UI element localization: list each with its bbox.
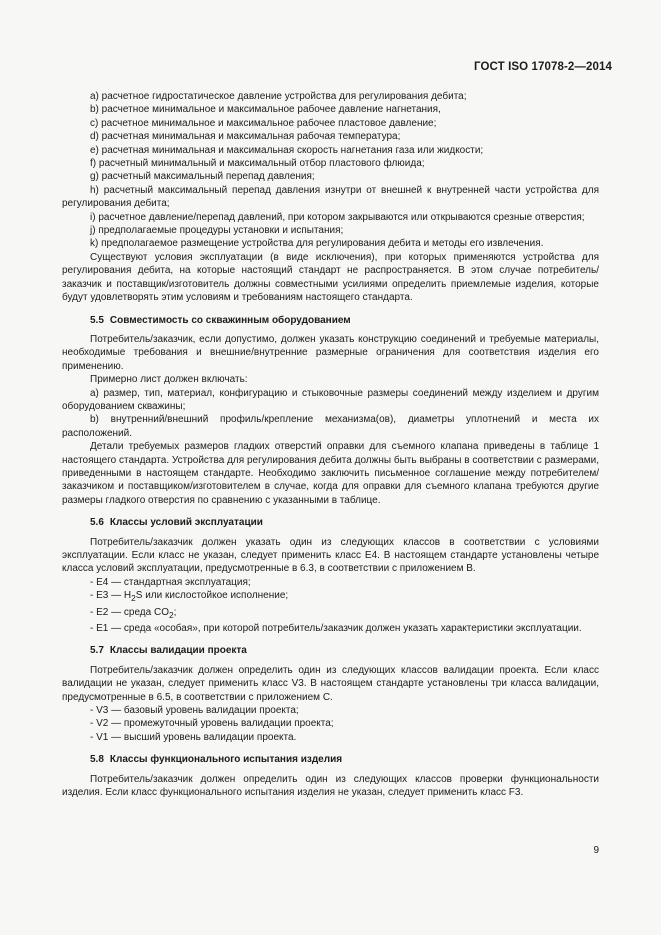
paragraph: Потребитель/заказчик должен указать один из следующих классов в соответствии с условиями эксплуатации. Если класс не указан, следует применить класс E4. В настоящем стандарте установлены четыре класса условий эксплуатации, предусмотренные в 6.3, в соответствии с приложением B. [62,536,599,575]
paragraph: Потребитель/заказчик, если допустимо, должен указать конструкцию соединений и требуемые материалы, необходимые требования и внешние/внутренние размерные ограничения для соответствия изделия его применению. [62,333,599,372]
list-item: - E2 — среда $CO_2$; [90,606,177,620]
section-number: 5.6 [90,517,104,529]
list-item: g) расчетный максимальный перепад давления; [90,171,315,183]
section-title: Совместимость со скважинным оборудованием [109,314,351,326]
page-number: 9 [593,845,599,856]
section-heading-5-6 [90,516,599,529]
list-item: d) расчетная минимальная и максимальная рабочая температура; [90,131,401,143]
list-item: f) расчетный минимальный и максимальный отбор пластового флюида; [90,158,425,170]
list-item: j) предполагаемые процедуры установки и испытания; [90,225,344,237]
section-number: 5.5 [90,314,104,326]
page-content [62,90,599,800]
paragraph: Детали требуемых размеров гладких отверстий оправки для съемного клапана приведены в таблице 1 настоящего стандарта. Устройства для регулирования дебита должны быть выбраны в соответствии с размерами, приведенными в настоящем стандарте. Необходимо заключить письменное соглашение между потребителем/заказчиком и поставщиком/изготовителем в случае, когда для оправки для съемного клапана требуются другие размеры гладкого отверстия по сравнению с указанными в таблице. [62,441,599,506]
section-heading-5-7 [90,644,599,657]
section-number: 5.8 [90,754,104,766]
list-item: - E3 — $H_2S$ или кислостойкое исполнение; [90,590,289,604]
list-item: k) предполагаемое размещение устройства для регулирования дебита и методы его извлечения. [90,238,544,250]
list-item: b) внутренний/внешний профиль/крепление механизма(ов), диаметры уплотнений и места их расположений. [62,414,599,439]
list-item: i) расчетное давление/перепад давлений, при котором закрываются или открываются срезные отверстия; [90,211,585,223]
section-number: 5.7 [90,645,104,657]
section-heading-5-8 [90,753,599,766]
section-heading-5-5 [90,314,599,327]
list-item: b) расчетное минимальное и максимальное рабочее давление нагнетания, [90,104,441,116]
list-item: - E1 — среда «особая», при которой потребитель/заказчик должен указать характеристики эксплуатации. [90,623,582,635]
list-item: h) расчетный максимальный перепад давления изнутри от внешней к внутренней части устройства для регулирования дебита; [62,184,599,210]
list-item: a) размер, тип, материал, конфигурацию и стыковочные размеры соединений между изделием и другим оборудованием скважины; [62,387,599,412]
list-item: a) расчетное гидростатическое давление устройства для регулирования дебита; [90,91,467,102]
paragraph: Потребитель/заказчик должен определить один из следующих классов валидации проекта. Если класс валидации не указан, следует применить класс V3. В настоящем стандарте установлены три класса валидации, предусмотренные в 6.5, в соответствии с приложением C. [62,664,599,703]
requirements-list [62,90,599,251]
list-item: c) расчетное минимальное и максимальное рабочее пластовое давление; [90,117,437,129]
section-title: Классы функционального испытания изделия [109,754,343,766]
list-item: - E4 — стандартная эксплуатация; [90,576,251,588]
list-item: e) расчетная минимальная и максимальная скорость нагнетания газа или жидкости; [90,144,484,156]
standard-code-header: ГОСТ ISO 17078-2—2014 [474,61,612,73]
list-item: - V2 — промежуточный уровень валидации проекта; [90,718,334,730]
section-title: Классы валидации проекта [109,645,247,657]
list-item: - V3 — базовый уровень валидации проекта; [90,705,299,717]
list-item: - V1 — высший уровень валидации проекта. [90,731,297,743]
section-title: Классы условий эксплуатации [109,517,263,529]
paragraph: Потребитель/заказчик должен определить один из следующих классов проверки функциональности изделия. Если класс функционального испытания изделия не указан, следует применить класс F3. [62,773,599,799]
exceptions-paragraph: Существуют условия эксплуатации (в виде исключения), при которых применяются устройства для регулирования дебита, на которые настоящий стандарт не распространяется. В этом случае потребитель/заказчик и поставщик/изготовитель должны совместными усилиями определить приемлемые изделия, которые будут удовлетворять этим условиям и требованиям настоящего стандарта. [62,251,599,304]
paragraph: Примерно лист должен включать: [90,374,248,386]
